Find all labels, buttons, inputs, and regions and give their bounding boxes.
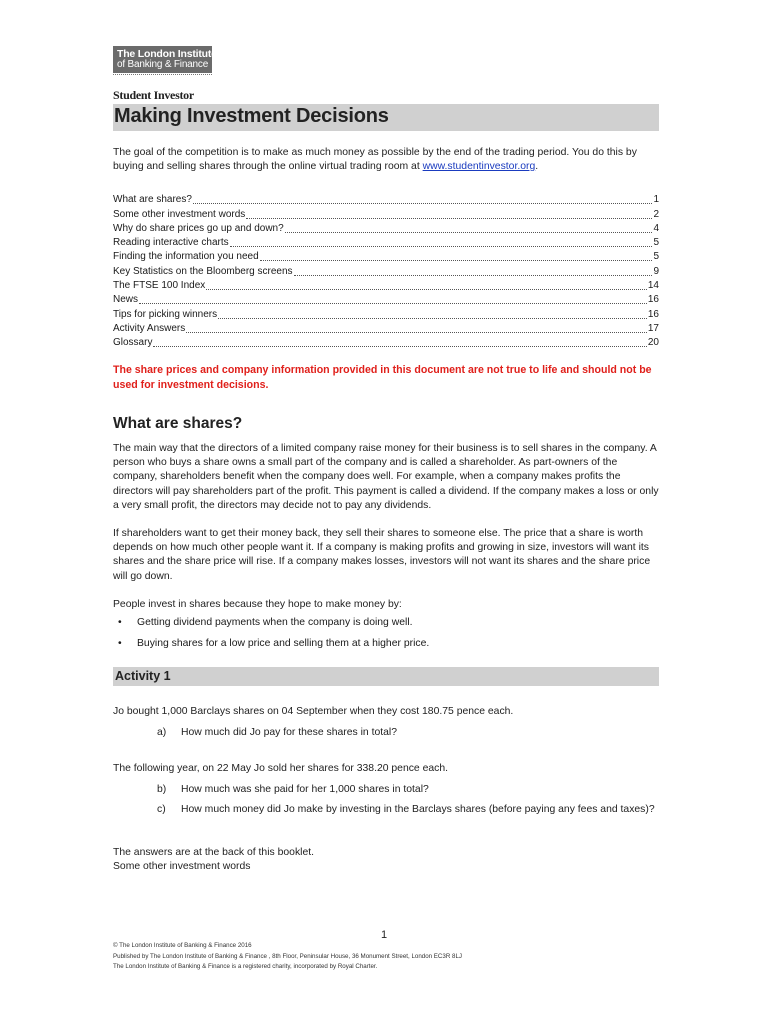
section-heading: What are shares?	[113, 415, 243, 432]
bullet-item: • Buying shares for a low price and selling them at a higher price.	[113, 637, 661, 658]
intro-after: .	[535, 161, 539, 173]
toc-leader	[193, 203, 653, 204]
question-a	[157, 727, 397, 738]
footer-published: Published by The London Institute of Banking & Finance , 8th Floor, Peninsular House, 36 Monument Street, London EC3R 8LJ	[113, 953, 463, 960]
brand-subtitle: Student Investor	[113, 88, 194, 102]
page-number: 1	[381, 929, 388, 941]
toc-page: 9	[653, 265, 659, 277]
toc-leader	[139, 303, 647, 304]
question-text: How much was she paid for her 1,000 shares in total?	[181, 784, 429, 795]
toc-entry[interactable]	[113, 336, 659, 350]
question-b	[157, 784, 429, 795]
intro-text: The goal of the competition is to make as much money as possible by the end of the trading period. You do this by buying and selling shares through the online virtual trading room at	[113, 147, 637, 173]
toc-entry[interactable]	[113, 293, 659, 307]
section-paragraph-2: If shareholders want to get their money back, they sell their shares to someone else. The price that a share is worth depends on how much other people want it. If a company is making profits and growing in size, investors will want its shares and the share price will rise. If a company makes losses, investors will not want its shares and the share price will go down.	[113, 528, 651, 582]
toc-entry[interactable]	[113, 250, 659, 264]
toc-page: 14	[647, 280, 659, 292]
question-label: c)	[157, 804, 166, 815]
institute-logo	[113, 46, 217, 73]
toc-title: Activity Answers	[113, 322, 186, 334]
toc-entry[interactable]	[113, 236, 659, 250]
toc-entry[interactable]	[113, 279, 659, 293]
toc-leader	[153, 346, 646, 347]
toc-page: 16	[647, 294, 659, 306]
disclaimer-warning: The share prices and company information provided in this document are not true to life and should not be used for investment decisions.	[113, 364, 652, 391]
question-c	[157, 804, 655, 815]
logo-line-2: of Banking & Finance	[117, 59, 209, 70]
toc-title: Some other investment words	[113, 208, 246, 220]
question-text: How much did Jo pay for these shares in total?	[181, 727, 398, 738]
logo-line-1: The London Institute	[117, 48, 217, 60]
toc-leader	[206, 289, 647, 290]
question-label: a)	[157, 727, 167, 738]
toc-page: 4	[653, 222, 659, 234]
section-paragraph-1: The main way that the directors of a limited company raise money for their business is to sell shares in the company. A person who buys a share owns a small part of the company and is called a shareholder. As part-owners of the company, shareholders benefit when the company does well. For example, when a company makes profits the directors will pay shareholders part of the profit. This payment is called a dividend. If the company makes a loss or only a very small profit, the directors may decide not to pay any dividends.	[113, 443, 659, 511]
footer-charity: The London Institute of Banking & Finance is a registered charity, incorporated by Royal Charter.	[113, 963, 378, 970]
toc-title: Tips for picking winners	[113, 308, 218, 320]
toc-title: Glossary	[113, 337, 153, 349]
toc-leader	[218, 318, 647, 319]
toc-entry[interactable]	[113, 322, 659, 336]
toc-leader	[294, 275, 653, 276]
toc-title: News	[113, 294, 139, 306]
toc-title: Finding the information you need	[113, 251, 259, 263]
answers-note: The answers are at the back of this booklet.	[113, 847, 314, 858]
toc-page: 1	[653, 194, 659, 206]
toc-entry[interactable]	[113, 307, 659, 321]
toc-page: 20	[647, 337, 659, 349]
toc-leader	[285, 232, 653, 233]
title-bar	[113, 104, 659, 131]
toc-entry[interactable]	[113, 222, 659, 236]
toc-leader	[186, 332, 647, 333]
toc-page: 17	[647, 322, 659, 334]
footer-copyright: © The London Institute of Banking & Finance 2016	[113, 942, 252, 949]
bullet-list	[113, 616, 661, 658]
toc-page: 16	[647, 308, 659, 320]
bullet-item: • Getting dividend payments when the company is doing well.	[113, 616, 661, 637]
question-label: b)	[157, 784, 167, 795]
next-section-title: Some other investment words	[113, 861, 251, 872]
toc-title: Why do share prices go up and down?	[113, 222, 284, 234]
activity-mid: The following year, on 22 May Jo sold her shares for 338.20 pence each.	[113, 763, 449, 774]
student-investor-link[interactable]: www.studentinvestor.org	[422, 161, 536, 173]
intro-paragraph	[113, 146, 661, 174]
activity-intro: Jo bought 1,000 Barclays shares on 04 September when they cost 180.75 pence each.	[113, 706, 514, 717]
logo-divider	[113, 74, 212, 75]
toc-entry[interactable]	[113, 207, 659, 221]
toc-page: 5	[653, 237, 659, 249]
section-paragraph-3: People invest in shares because they hope to make money by:	[113, 599, 402, 610]
toc-title: Reading interactive charts	[113, 237, 229, 249]
toc-page: 2	[653, 208, 659, 220]
toc-leader	[260, 260, 653, 261]
question-text: How much money did Jo make by investing in the Barclays shares (before paying any fees and taxes)?	[181, 804, 655, 815]
toc-entry[interactable]	[113, 193, 659, 207]
document-title: Making Investment Decisions	[114, 105, 389, 127]
toc-leader	[230, 246, 653, 247]
activity-bar	[113, 667, 659, 686]
activity-title: Activity 1	[115, 669, 171, 683]
table-of-contents	[113, 193, 659, 350]
toc-entry[interactable]	[113, 264, 659, 278]
toc-title: The FTSE 100 Index	[113, 280, 206, 292]
toc-page: 5	[653, 251, 659, 263]
toc-title: What are shares?	[113, 194, 192, 206]
toc-leader	[246, 218, 652, 219]
toc-title: Key Statistics on the Bloomberg screens	[113, 265, 293, 277]
